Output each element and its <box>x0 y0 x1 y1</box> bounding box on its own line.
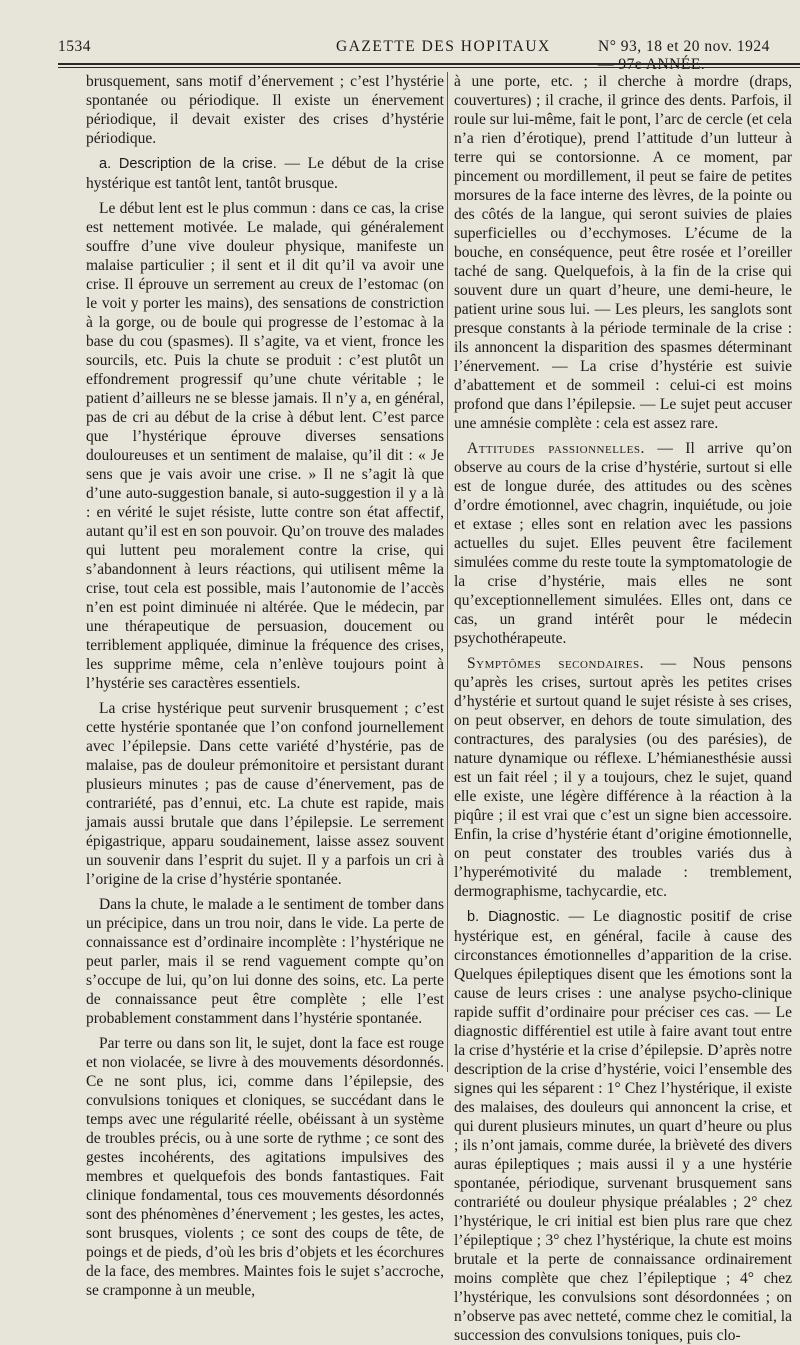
paragraph: La crise hystérique peut survenir brusquement ; c’est cette hystérie spontanée que l’on confond journellement avec l’épilepsie. Dans cette variété d’hystérie, pas de malaise, pas de douleur prémonitoire et persistant durant plusieurs minutes ; pas de cause d’énervement, pas de contrariété, pas d’ennui, etc. La chute est rapide, mais jamais aussi brutale que dans l’épilepsie. Le serrement épigastrique, apparu soudainement, laisse assez souvent un souvenir dans l’esprit du sujet. Il y a parfois un cri à l’origine de la crise d’hystérie spontanée. <box>86 700 444 888</box>
paragraph: Par terre ou dans son lit, le sujet, dont la face est rouge et non violacée, se livre à des mouvements désordonnés. Ce ne sont plus, ici, comme dans l’épilepsie, des convulsions toniques et cloniques, se succédant dans le temps avec une régularité réelle, obéissant à un système de troubles précis, ou à une sorte de rythme ; ce sont des gestes incohérents, des agitations impulsives des membres et quelquefois des bonds fantastiques. Fait clinique fondamental, tous ces mouvements désordonnés sont des phénomènes d’énervement ; les gestes, les actes, sont brusques, violents ; ce sont des coups de tête, de poings et de pieds, d’où les bris d’objets et les écorchures de la face, des membres. Maintes fois le sujet s’accroche, se cramponne à un meuble, <box>86 1035 444 1299</box>
paragraph-text: — Le début de la crise hystérique est tantôt lent, tantôt brusque. <box>86 155 445 192</box>
page-header <box>58 38 790 73</box>
section-paragraph <box>454 439 792 648</box>
section-heading: a. Description de la crise. <box>99 156 277 172</box>
section-paragraph <box>454 654 792 901</box>
section-paragraph <box>454 907 792 1345</box>
paragraph-text: — Il arrive qu’on observe au cours de la crise d’hystérie, surtout si elle est de longue durée, des attitudes ou des scènes d’ordre émotionnel, avec chagrin, inquiétude, ou joie et extase ; elles sont en relation avec les passions actuelles du sujet. Elles peuvent être facilement simulées comme du reste toute la symptomatologie de la crise d’hystérie, mais elles ne sont qu’exceptionnellement simulées. Elles ont, dans ce cas, un grand intérêt pour le médecin psychothérapeute. <box>454 440 792 647</box>
page-number: 1534 <box>58 38 91 55</box>
left-column <box>86 72 445 1299</box>
section-heading: Symptômes secondaires. <box>467 655 645 672</box>
right-column <box>454 72 793 1344</box>
header-rule-thin <box>58 67 800 68</box>
journal-title: GAZETTE DES HOPITAUX <box>336 38 551 55</box>
paragraph-text: — Le diagnostic positif de crise hystérique est, en général, facile à cause des circonstances émotionnelles d’apparition de la crise. Quelques épileptiques disent que les émotions sont la cause de leurs crises : une analyse psycho-clinique rapide suffit d’ordinaire pour préciser ces cas. — Le diagnostic différentiel est utile à faire avant tout entre la crise d’hystérie et la crise d’épilepsie. D’après notre description de la crise d’hystérie, voici l’ensemble des signes qui les séparent : 1° Chez l’hystérique, il existe des malaises, des douleurs qui annoncent la crise, et qui durent plusieurs minutes, un quart d’heure ou plus ; ils n’ont jamais, comme durée, la brièveté des divers auras épileptiques ; mais aussi il y a une hystérie spontanée, périodique, survenant brusquement sans contrariété ou douleur physique préalables ; 2° chez l’hystérique, le cri initial est bien plus rare que chez l’épileptique ; 3° chez l’hystérique, la chute est moins brutale et la perte de connaissance ordinairement moins complète que chez l’épileptique ; 4° chez l’hystérique, les convulsions sont désordonnées ; on n’observe pas avec netteté, comme chez le comitial, la succession des convulsions toniques, puis clo- <box>454 908 792 1344</box>
paragraph: à une porte, etc. ; il cherche à mordre (draps, couvertures) ; il crache, il grince des dents. Parfois, il roule sur lui-même, fait le pont, l’arc de cercle (et cela n’a rien d’érotique), prend l’attitude d’un lutteur à terre qui se contorsionne. A ce moment, par pincement ou mordillement, il peut se faire de petites morsures de la face interne des lèvres, de la pointe ou des côtés de la langue, qui seront suivies de plaies superficielles ou d’ecchymoses. L’écume de la bouche, en conséquence, peut être rosée et l’oreiller taché de sang. Quelquefois, à la fin de la crise qui souvent dure un quart d’heure, une demi-heure, le patient urine sous lui. — Les pleurs, les sanglots sont presque constants à la période terminale de la crise : ils annoncent la disparition des spasmes déterminant l’énervement. — La crise d’hystérie est suivie d’abattement et de sommeil : celui-ci est moins profond que dans l’épilepsie. — Le sujet peut accuser une amnésie complète : cela est assez rare. <box>454 73 792 432</box>
header-rule <box>58 63 800 65</box>
paragraph: Dans la chute, le malade a le sentiment de tomber dans un précipice, dans un trou noir, dans le vide. La perte de connaissance est d’ordinaire incomplète : l’hystérique ne peut parler, mais il se rend vaguement compte qu’on s’occupe de lui, qu’on lui donne des soins, etc. La perte de connaissance peut être complète ; elle l’est probablement constamment dans l’hystérie spontanée. <box>86 896 444 1027</box>
paragraph: Le début lent est le plus commun : dans ce cas, la crise est nettement motivée. Le malade, qui généralement souffre d’une vive douleur physique, manifeste un malaise particulier ; il sent et il dit qu’il va avoir une crise. Il éprouve un serrement au creux de l’estomac (on le voit y porter les mains), des sensations de constriction à la gorge, ou de boule qui progresse de l’estomac à la base du cou (spasmes). Il s’agite, va et vient, fronce les sourcils, etc. Puis la chute se produit : c’est plutôt un effondrement progressif qu’une chute véritable ; le patient d’ailleurs ne se blesse jamais. Il n’y a, en général, pas de cri au début de la crise à début lent. C’est parce que l’hystérique éprouve diverses sensations douloureuses et un sentiment de malaise, qu’il dit : « Je sens que je vais avoir une crise. » Il ne s’agit là que d’une auto-suggestion banale, si auto-suggestion il y a là : en vérité le sujet résiste, lutte contre son état affectif, autant qu’il est en son pouvoir. Qu’on trouve des malades qui luttent peu moralement contre la crise, qui s’abandonnent à leurs réactions, qui utilisent même la crise, tout cela est possible, mais l’autonomie de l’accès n’en est point diminuée ni altérée. Que le médecin, par une thérapeutique de persuasion, doucement ou terriblement appliquée, diminue la fréquence des crises, les supprime même, cela n’enlève toujours point à l’hystérie ses caractères essentiels. <box>86 200 444 692</box>
section-paragraph <box>86 154 444 193</box>
issue-info: N° 93, 18 et 20 nov. 1924 — 97e ANNÉE. <box>598 38 770 73</box>
paragraph: brusquement, sans motif d’énervement ; c’est l’hystérie spontanée ou périodique. Il existe un énervement périodique, il devait exister des crises d’hystérie périodique. <box>86 73 444 147</box>
column-divider <box>447 72 448 1072</box>
paragraph-text: — Nous pensons qu’après les crises, surtout après les petites crises d’hystérie et surtout quand le sujet résiste à ses crises, on peut observer, en dehors de toute simulation, des contractures, des paralysies (ou des parésies), de nature dynamique ou réflexe. L’hémianesthésie aussi est un fait réel ; il y a toujours, chez le sujet, quand elle existe, une légère différence à la réaction à la piqûre ; il est vrai que c’est un signe bien accessoire. Enfin, la crise d’hystérie étant d’origine émotionnelle, on peut constater des troubles variés dus à l’hyperémotivité du malade : tremblement, dermographisme, tachycardie, etc. <box>454 655 793 900</box>
section-heading: Attitudes passionnelles. <box>467 440 645 457</box>
section-heading: b. Diagnostic. <box>467 909 560 925</box>
